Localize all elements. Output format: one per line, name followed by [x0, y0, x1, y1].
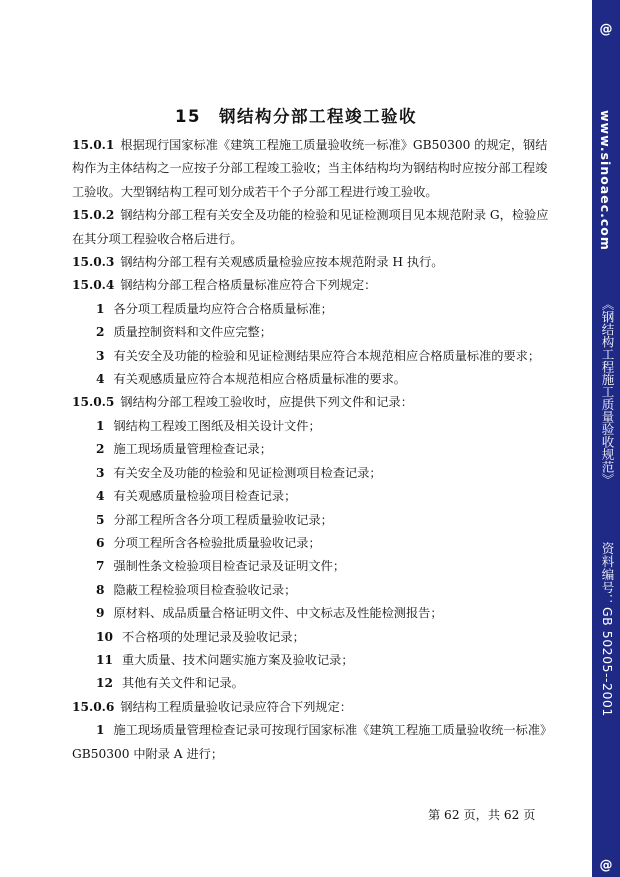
clause [72, 204, 552, 251]
clause-number: 15.0.2 [72, 208, 115, 223]
list-item [72, 672, 552, 695]
list-item [72, 368, 552, 391]
title-number: 15 [175, 107, 201, 126]
clause-text: 钢结构分部工程有关观感质量检验应按本规范附录 H 执行。 [120, 255, 444, 270]
item-text: 质量控制资料和文件应完整； [113, 325, 272, 340]
clause [72, 251, 552, 274]
list-item [72, 602, 552, 625]
item-text: 有关安全及功能的检验和见证检测项目检查记录； [113, 465, 382, 480]
clause-text: 钢结构工程质量验收记录应符合下列规定： [120, 699, 352, 714]
item-number: 4 [96, 372, 105, 387]
page-title [0, 103, 592, 127]
item-number: 2 [96, 442, 105, 457]
clause [72, 274, 552, 297]
item-number: 6 [96, 535, 105, 550]
clause-text: 钢结构分部工程竣工验收时，应提供下列文件和记录： [120, 395, 413, 410]
item-text: 施工现场质量管理检查记录可按现行国家标准《建筑工程施工质量验收统一标准》GB50300 中附录 A 进行； [72, 723, 547, 761]
item-number: 5 [96, 512, 105, 527]
clause-text: 钢结构分部工程有关安全及功能的检验和见证检测项目见本规范附录 G，检验应在其分项工程验收合格后进行。 [72, 208, 549, 246]
item-number: 4 [96, 489, 105, 504]
item-text: 原材料、成品质量合格证明文件、中文标志及性能检测报告； [113, 606, 443, 621]
clause-number: 15.0.4 [72, 278, 115, 293]
item-number: 2 [96, 325, 105, 340]
list-item [72, 555, 552, 578]
item-text: 有关观感质量应符合本规范相应合格质量标准的要求。 [113, 372, 406, 387]
item-text: 有关安全及功能的检验和见证检测结果应符合本规范相应合格质量标准的要求； [113, 348, 541, 363]
title-text: 钢结构分部工程竣工验收 [218, 107, 417, 126]
sidebar-book-title: 《钢结构工程施工质量验收规范》 [600, 298, 615, 486]
item-text: 各分项工程质量均应符合合格质量标准； [113, 301, 333, 316]
list-item [72, 298, 552, 321]
item-text: 有关观感质量检验项目检查记录； [113, 489, 297, 504]
item-number: 9 [96, 606, 105, 621]
sidebar-code-label: 资料编号：GB 50205--2001 [600, 542, 615, 717]
clause-text: 钢结构分部工程合格质量标准应符合下列规定： [120, 278, 377, 293]
page-footer: 第 62 页，共 62 页 [428, 808, 536, 822]
document-body [72, 134, 552, 766]
list-item [72, 345, 552, 368]
item-number: 1 [96, 301, 105, 316]
sidebar-url-link[interactable]: www.sinoaec.com [598, 110, 613, 251]
list-item [72, 626, 552, 649]
item-number: 3 [96, 465, 105, 480]
item-number: 12 [96, 676, 113, 691]
list-item [72, 321, 552, 344]
item-text: 不合格项的处理记录及验收记录； [121, 629, 305, 644]
list-item [72, 485, 552, 508]
list-item [72, 509, 552, 532]
item-number: 1 [96, 418, 105, 433]
clause [72, 391, 552, 414]
clause [72, 134, 552, 204]
item-number: 8 [96, 582, 105, 597]
list-item [72, 415, 552, 438]
clause-number: 15.0.3 [72, 255, 115, 270]
list-item [72, 462, 552, 485]
item-text: 分项工程所含各检验批质量验收记录； [113, 535, 321, 550]
clause-number: 15.0.1 [72, 138, 115, 152]
list-item [72, 579, 552, 602]
at-symbol-bottom: @ [599, 858, 613, 873]
clause-text: 根据现行国家标准《建筑工程施工质量验收统一标准》GB50300 的规定，钢结构作为主体结构之一应按子分部工程竣工验收；当主体结构均为钢结构时应按分部工程竣工验收。大型钢结构工程可划分成若干个子分部工程进行竣工验收。 [72, 138, 548, 199]
item-number: 1 [96, 723, 105, 738]
clause [72, 696, 552, 719]
list-item [72, 532, 552, 555]
item-number: 10 [96, 629, 113, 644]
item-number: 11 [96, 652, 113, 667]
clause-number: 15.0.6 [72, 699, 115, 714]
item-text: 钢结构工程竣工图纸及相关设计文件； [113, 418, 321, 433]
list-item [72, 719, 552, 766]
item-text: 重大质量、技术问题实施方案及验收记录； [121, 652, 354, 667]
item-text: 施工现场质量管理检查记录； [113, 442, 272, 457]
item-text: 强制性条文检验项目检查记录及证明文件； [113, 559, 346, 574]
list-item [72, 649, 552, 672]
at-symbol-top: @ [599, 22, 613, 37]
clause-number: 15.0.5 [72, 395, 115, 410]
list-item [72, 438, 552, 461]
item-number: 3 [96, 348, 105, 363]
item-text: 其他有关文件和记录。 [121, 676, 244, 691]
item-number: 7 [96, 559, 105, 574]
sidebar-banner [592, 0, 620, 877]
item-text: 隐蔽工程检验项目检查验收记录； [113, 582, 297, 597]
item-text: 分部工程所含各分项工程质量验收记录； [113, 512, 333, 527]
